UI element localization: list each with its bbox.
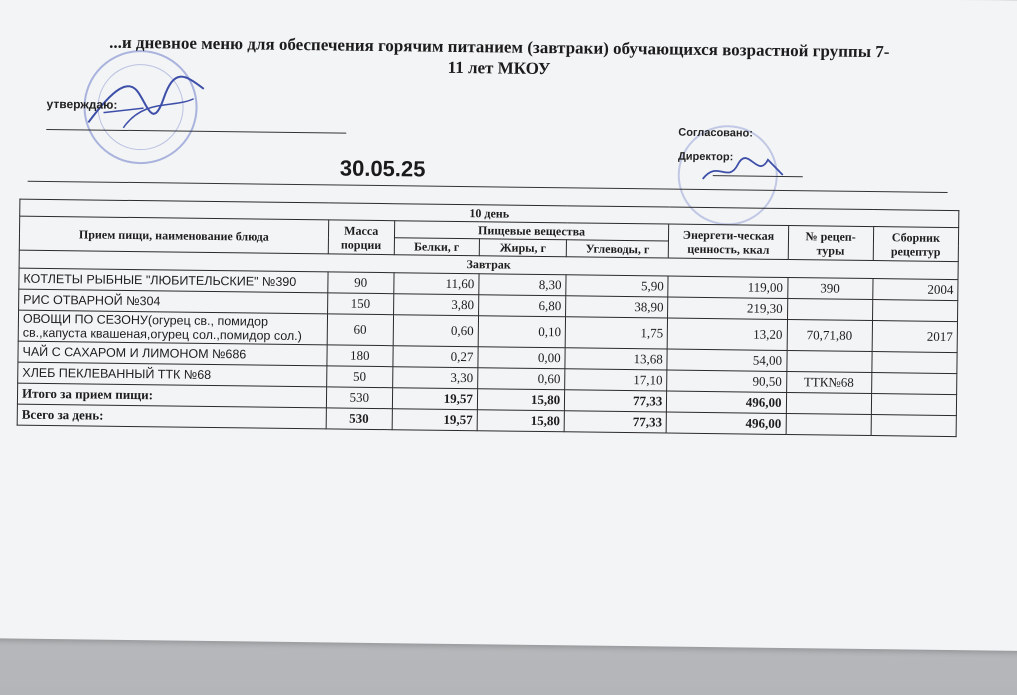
dish-recipe xyxy=(786,351,871,373)
total-meal-label: Итого за прием пищи: xyxy=(17,383,326,408)
dish-name: РИС ОТВАРНОЙ №304 xyxy=(19,289,328,314)
dish-fat: 8,30 xyxy=(479,274,567,296)
section-breakfast: Завтрак xyxy=(19,250,958,279)
dish-name: ОВОЩИ ПО СЕЗОНУ(огурец св., помидор св.,капуста квашеная,огурец сол.,помидор сол.) xyxy=(18,310,327,345)
dish-recipe: ТТК№68 xyxy=(786,372,871,394)
title-line-1: ...и дневное меню для обеспечения горячим питанием (завтраки) обучающихся возрастной группы 7- xyxy=(109,32,890,62)
dish-recipe: 70,71,80 xyxy=(787,320,873,352)
dish-name: КОТЛЕТЫ РЫБНЫЕ "ЛЮБИТЕЛЬСКИЕ" №390 xyxy=(19,268,328,293)
dish-carbs: 1,75 xyxy=(565,317,668,349)
day-header: 10 день xyxy=(20,199,959,227)
header-fat: Жиры, г xyxy=(479,239,566,257)
dish-mass: 150 xyxy=(327,293,393,315)
title-line-2: 11 лет МКОУ xyxy=(447,57,551,79)
dish-collection xyxy=(872,352,958,374)
dish-collection xyxy=(871,373,957,395)
dish-name: ЧАЙ С САХАРОМ И ЛИМОНОМ №686 xyxy=(18,341,327,366)
header-protein: Белки, г xyxy=(394,238,479,256)
dish-energy: 13,20 xyxy=(667,318,787,350)
dish-carbs: 5,90 xyxy=(566,275,668,297)
agreed-label: Согласовано: xyxy=(678,126,754,140)
dish-fat: 6,80 xyxy=(478,295,566,317)
dish-fat: 0,60 xyxy=(478,368,566,390)
empty-cell xyxy=(786,393,871,415)
total-day-label: Всего за день: xyxy=(17,404,326,429)
dish-mass: 90 xyxy=(328,272,394,294)
dish-recipe xyxy=(787,299,872,321)
header-nutrients: Пищевые вещества xyxy=(394,221,669,241)
dish-protein: 3,80 xyxy=(393,294,478,316)
total-meal-fat: 15,80 xyxy=(477,389,565,411)
dish-mass: 50 xyxy=(326,366,392,388)
dish-mass: 60 xyxy=(327,314,393,346)
total-meal-mass: 530 xyxy=(326,387,392,409)
dish-name: ХЛЕБ ПЕКЛЕВАННЫЙ ТТК №68 xyxy=(18,362,327,387)
total-meal-carbs: 77,33 xyxy=(565,390,667,412)
dish-carbs: 13,68 xyxy=(565,348,667,370)
total-day-fat: 15,80 xyxy=(477,410,565,432)
empty-cell xyxy=(871,415,957,437)
menu-table xyxy=(17,199,960,437)
dish-recipe: 390 xyxy=(787,278,872,300)
director-label: Директор: xyxy=(677,150,734,164)
header-recipe-no: № рецеп-туры xyxy=(788,226,874,261)
header-carbs: Углеводы, г xyxy=(566,240,668,258)
total-day-carbs: 77,33 xyxy=(564,411,666,433)
header-mass: Масса порции xyxy=(328,220,394,255)
dish-collection: 2004 xyxy=(872,279,958,301)
empty-cell xyxy=(871,394,957,416)
total-day-energy: 496,00 xyxy=(666,412,785,434)
total-meal-energy: 496,00 xyxy=(667,391,786,413)
dish-collection: 2017 xyxy=(872,321,958,353)
empty-cell xyxy=(786,413,871,435)
dish-protein: 0,27 xyxy=(393,346,478,368)
date-underline xyxy=(28,181,948,193)
dish-collection xyxy=(872,300,958,322)
total-meal-protein: 19,57 xyxy=(392,388,477,410)
dish-fat: 0,10 xyxy=(478,316,566,348)
dish-fat: 0,00 xyxy=(478,347,566,369)
header-meal: Прием пищи, наименование блюда xyxy=(19,216,328,254)
dish-protein: 0,60 xyxy=(393,315,479,347)
dish-energy: 219,30 xyxy=(668,297,787,319)
dish-energy: 119,00 xyxy=(668,276,787,298)
dish-carbs: 38,90 xyxy=(566,296,668,318)
dish-energy: 90,50 xyxy=(667,370,786,392)
dish-protein: 3,30 xyxy=(392,367,477,389)
approve-label: утверждаю: xyxy=(46,96,118,112)
header-energy: Энергети-ческая ценность, ккал xyxy=(669,224,789,259)
dish-energy: 54,00 xyxy=(667,349,786,371)
total-day-mass: 530 xyxy=(326,408,392,430)
dish-carbs: 17,10 xyxy=(565,369,667,391)
total-day-protein: 19,57 xyxy=(392,409,477,431)
dish-mass: 180 xyxy=(327,345,393,367)
menu-date: 30.05.25 xyxy=(339,155,426,182)
dish-protein: 11,60 xyxy=(394,273,479,295)
header-collection: Сборник рецептур xyxy=(873,227,959,262)
